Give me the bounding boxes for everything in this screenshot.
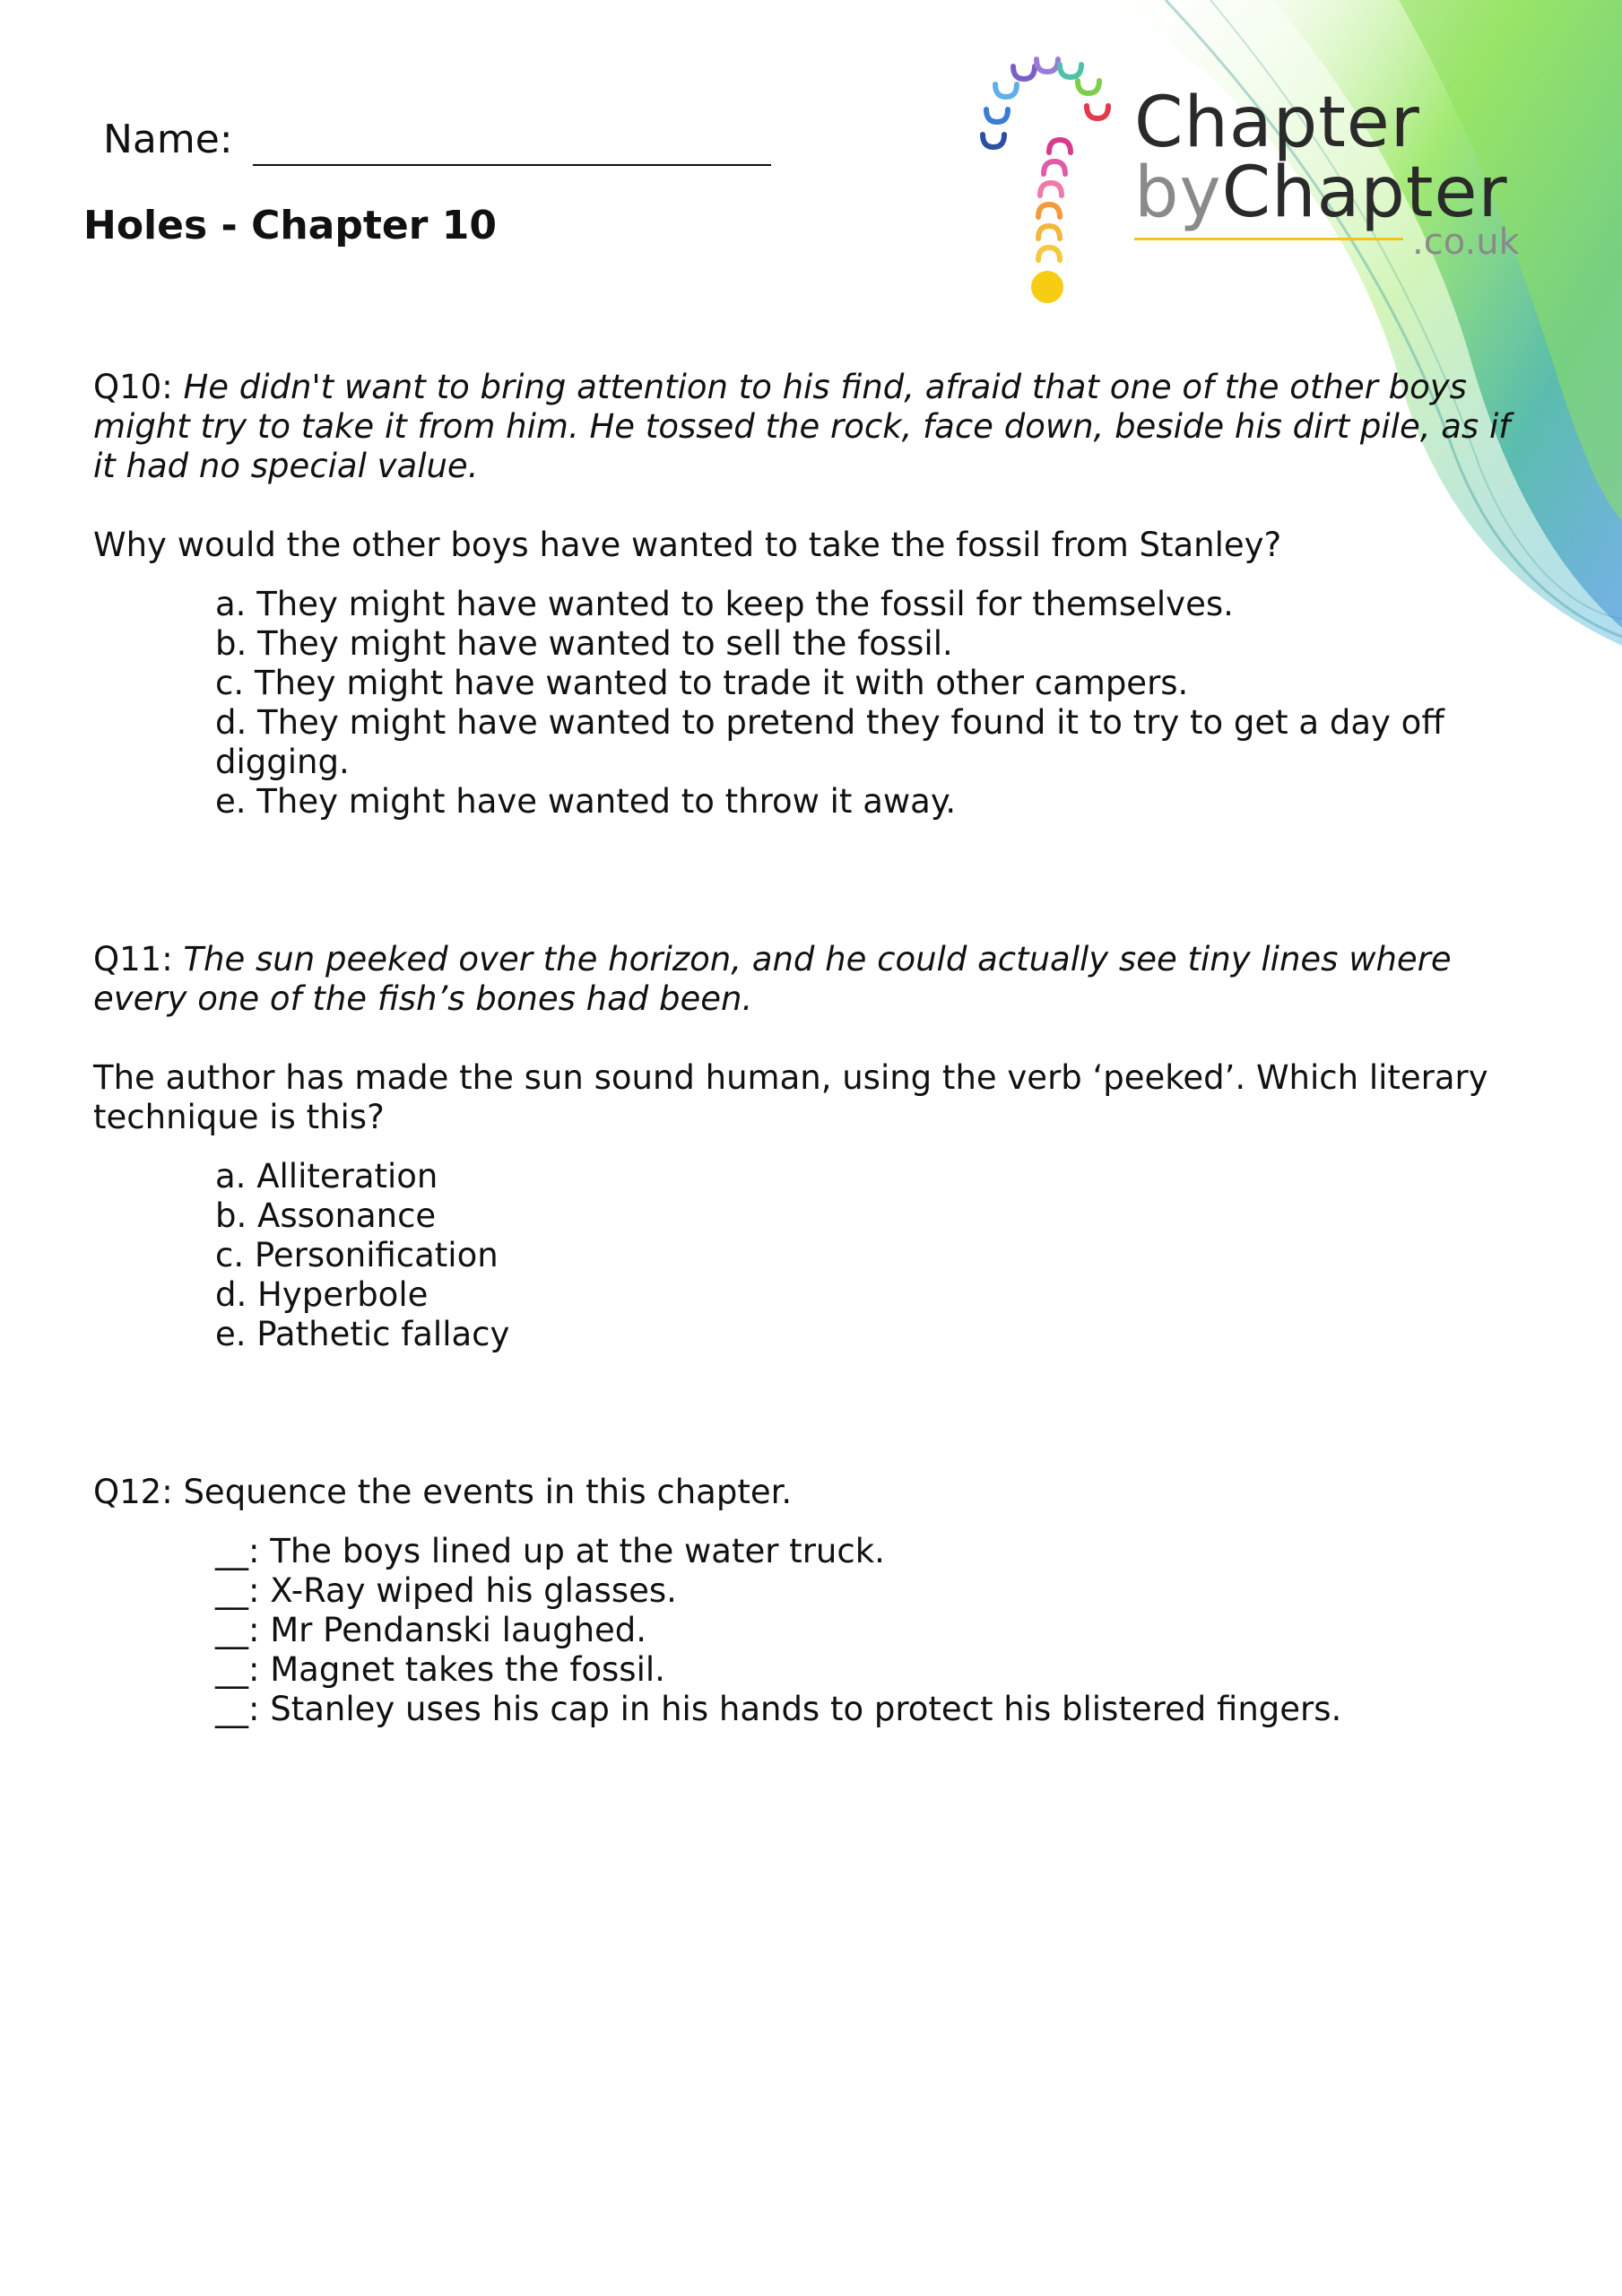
answer-option[interactable]: c. Personification xyxy=(215,1236,499,1274)
answer-option[interactable]: e. Pathetic fallacy xyxy=(215,1315,510,1353)
brand-domain: .co.uk xyxy=(1412,222,1520,263)
question-11 xyxy=(93,940,1528,1354)
answer-option[interactable]: d. Hyperbole xyxy=(215,1275,429,1314)
page-title: Holes - Chapter 10 xyxy=(83,203,497,248)
brand-line-2: byChapter xyxy=(1134,152,1508,233)
question-11-quote-line xyxy=(93,940,1528,1019)
answer-option[interactable]: d. They might have wanted to pretend they found it to try to get a day off digging. xyxy=(215,703,1444,781)
sequence-item[interactable]: __: Stanley uses his cap in his hands to protect his blistered fingers. xyxy=(215,1690,1342,1728)
sequence-items xyxy=(215,1532,1528,1729)
sequence-item[interactable]: __: The boys lined up at the water truck. xyxy=(215,1532,885,1570)
question-12 xyxy=(93,1473,1528,1729)
answer-option[interactable]: e. They might have wanted to throw it away. xyxy=(215,782,957,821)
answer-option[interactable]: b. Assonance xyxy=(215,1196,437,1235)
question-12-line xyxy=(93,1473,1528,1512)
chapter-by-chapter-logo-icon xyxy=(968,54,1130,314)
answer-options xyxy=(215,1157,1528,1354)
question-prompt: Why would the other boys have wanted to take the fossil from Stanley? xyxy=(93,526,1282,564)
answer-option[interactable]: c. They might have wanted to trade it with other campers. xyxy=(215,664,1189,702)
answer-option[interactable]: a. They might have wanted to keep the fossil for themselves. xyxy=(215,585,1234,623)
sequence-item[interactable]: __: X-Ray wiped his glasses. xyxy=(215,1571,677,1610)
sequence-item[interactable]: __: Mr Pendanski laughed. xyxy=(215,1611,647,1649)
answer-options xyxy=(215,585,1528,822)
question-label: Q12: xyxy=(93,1473,173,1511)
question-label: Q10: xyxy=(93,368,173,406)
name-label: Name: xyxy=(103,117,233,162)
question-label: Q11: xyxy=(93,940,173,978)
brand-wordmark xyxy=(1134,83,1520,263)
sequence-item[interactable]: __: Magnet takes the fossil. xyxy=(215,1650,665,1689)
question-quote: He didn't want to bring attention to his find, afraid that one of the other boys might try to take it from him. He tossed the rock, face down, beside his dirt pile, as if it had no special value. xyxy=(93,368,1511,485)
question-10-quote-line xyxy=(93,368,1528,486)
question-prompt: The author has made the sun sound human, using the verb ‘peeked’. Which literary technique is this? xyxy=(93,1058,1488,1136)
question-10 xyxy=(93,368,1528,822)
question-quote: The sun peeked over the horizon, and he could actually see tiny lines where every one of the fish’s bones had been. xyxy=(93,940,1452,1018)
answer-option[interactable]: a. Alliteration xyxy=(215,1157,438,1196)
answer-option[interactable]: b. They might have wanted to sell the fossil. xyxy=(215,624,953,663)
brand-line-1: Chapter xyxy=(1134,83,1420,163)
name-blank-line[interactable] xyxy=(253,164,771,166)
worksheet-content xyxy=(93,368,1528,1729)
brand-underline xyxy=(1134,238,1403,240)
question-text: Sequence the events in this chapter. xyxy=(183,1473,793,1511)
